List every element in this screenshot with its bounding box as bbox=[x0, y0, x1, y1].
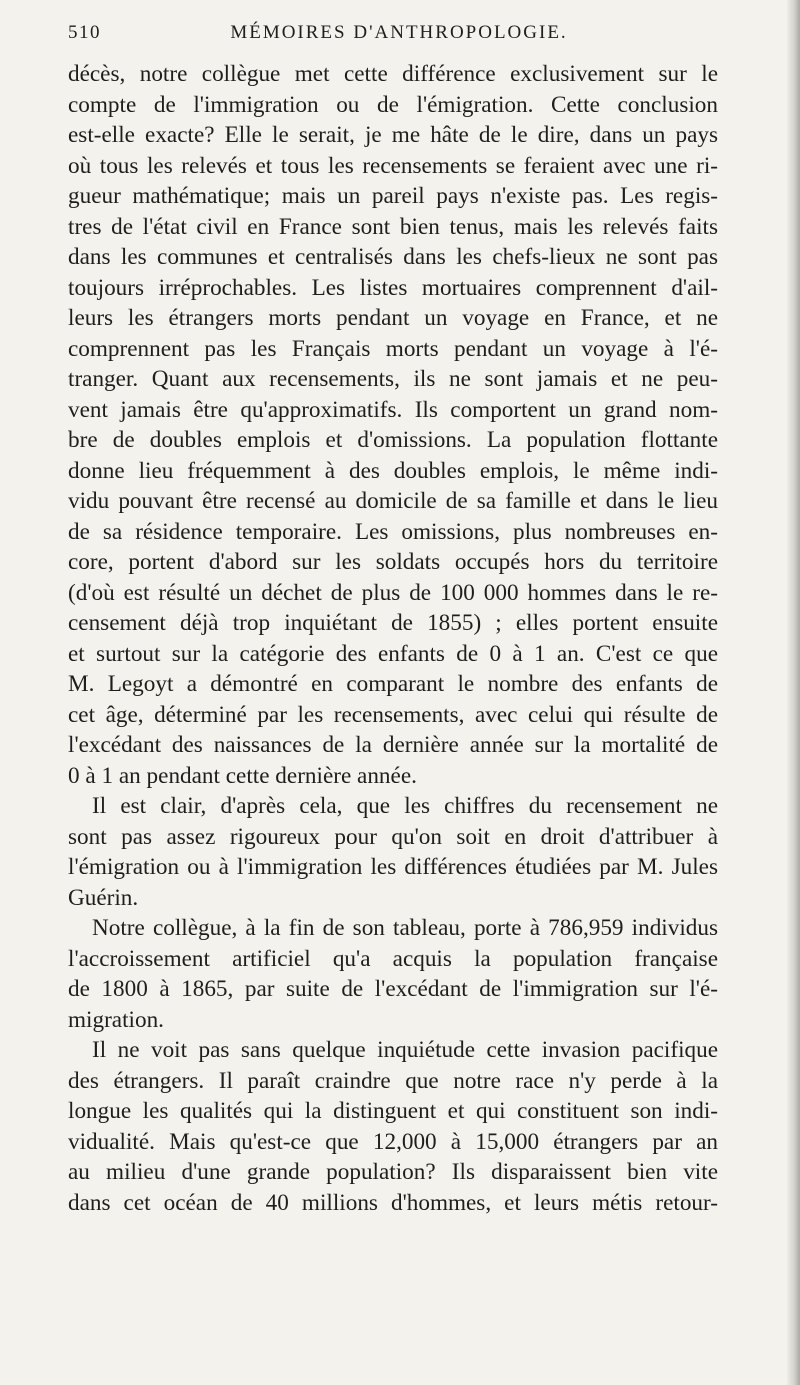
text-line: vent jamais être qu'approximatifs. Ils comportent un grand nom- bbox=[68, 396, 718, 423]
text-line: dans les communes et centralisés dans les chefs-lieux ne sont pas bbox=[68, 244, 718, 270]
text-line: compte de l'immigration ou de l'émigration. Cette conclusion bbox=[68, 91, 718, 118]
running-head bbox=[68, 22, 730, 52]
text-line: M. Legoyt a démontré en comparant le nombre des enfants de bbox=[68, 671, 718, 697]
text-line: sont pas assez rigoureux pour qu'on soit en droit d'attribuer à bbox=[68, 823, 718, 850]
paragraph-last-line: migration. bbox=[68, 1006, 164, 1033]
text-line: des étrangers. Il paraît craindre que notre race n'y perde à la bbox=[68, 1067, 718, 1094]
text-line: l'excédant des naissances de la dernière année sur la mortalité de bbox=[68, 732, 718, 758]
text-line: vidualité. Mais qu'est-ce que 12,000 à 15,000 étrangers par an bbox=[68, 1128, 718, 1155]
text-line: toujours irréprochables. Les listes mortuaires comprennent d'ail- bbox=[68, 274, 718, 301]
text-line: est-elle exacte? Elle le serait, je me hâte de le dire, dans un pays bbox=[68, 122, 718, 148]
text-line: leurs les étrangers morts pendant un voyage en France, et ne bbox=[68, 305, 718, 331]
text-line: l'accroissement artificiel qu'a acquis la population française bbox=[68, 945, 718, 972]
text-line: (d'où est résulté un déchet de plus de 100 000 hommes dans le re- bbox=[68, 579, 718, 606]
paragraph-last-line: Guérin. bbox=[68, 884, 139, 911]
page-number: 510 bbox=[68, 22, 101, 43]
running-title: MÉMOIRES D'ANTHROPOLOGIE. bbox=[230, 22, 568, 43]
text-line: dans cet océan de 40 millions d'hommes, et leurs métis retour- bbox=[68, 1189, 718, 1216]
paragraph-first-line: Il est clair, d'après cela, que les chiffres du recensement ne bbox=[92, 793, 718, 819]
text-line: bre de doubles emplois et d'omissions. La population flottante bbox=[68, 427, 718, 453]
text-line: décès, notre collègue met cette différence exclusivement sur le bbox=[68, 61, 718, 87]
text-line: longue les qualités qui la distinguent et qui constituent son indi- bbox=[68, 1098, 718, 1124]
text-line: tranger. Quant aux recensements, ils ne sont jamais et ne peu- bbox=[68, 366, 718, 392]
paragraph-last-line: 0 à 1 an pendant cette dernière année. bbox=[68, 762, 417, 789]
text-line: de 1800 à 1865, par suite de l'excédant de l'immigration sur l'é- bbox=[68, 976, 718, 1002]
text-line: core, portent d'abord sur les soldats occupés hors du territoire bbox=[68, 549, 718, 575]
text-line: cet âge, déterminé par les recensements, avec celui qui résulte de bbox=[68, 701, 718, 728]
text-line: censement déjà trop inquiétant de 1855) ; elles portent ensuite bbox=[68, 610, 718, 636]
text-line: vidu pouvant être recensé au domicile de sa famille et dans le lieu bbox=[68, 488, 718, 514]
text-line: et surtout sur la catégorie des enfants de 0 à 1 an. C'est ce que bbox=[68, 640, 718, 667]
text-line: où tous les relevés et tous les recensements se feraient avec une ri- bbox=[68, 152, 718, 179]
body-text bbox=[68, 59, 718, 1218]
paragraph-first-line: Notre collègue, à la fin de son tableau, porte à 786,959 individus bbox=[92, 915, 718, 941]
text-line: l'émigration ou à l'immigration les différences étudiées par M. Jules bbox=[68, 854, 718, 880]
text-line: comprennent pas les Français morts pendant un voyage à l'é- bbox=[68, 335, 718, 362]
page-edge-shadow bbox=[786, 0, 800, 1385]
text-line: de sa résidence temporaire. Les omissions, plus nombreuses en- bbox=[68, 518, 718, 545]
paragraph-first-line: Il ne voit pas sans quelque inquiétude cette invasion pacifique bbox=[92, 1037, 718, 1063]
text-line: tres de l'état civil en France sont bien tenus, mais les relevés faits bbox=[68, 213, 718, 240]
text-line: gueur mathématique; mais un pareil pays n'existe pas. Les regis- bbox=[68, 183, 718, 209]
text-line: au milieu d'une grande population? Ils disparaissent bien vite bbox=[68, 1159, 718, 1185]
text-line: donne lieu fréquemment à des doubles emplois, le même indi- bbox=[68, 457, 718, 484]
